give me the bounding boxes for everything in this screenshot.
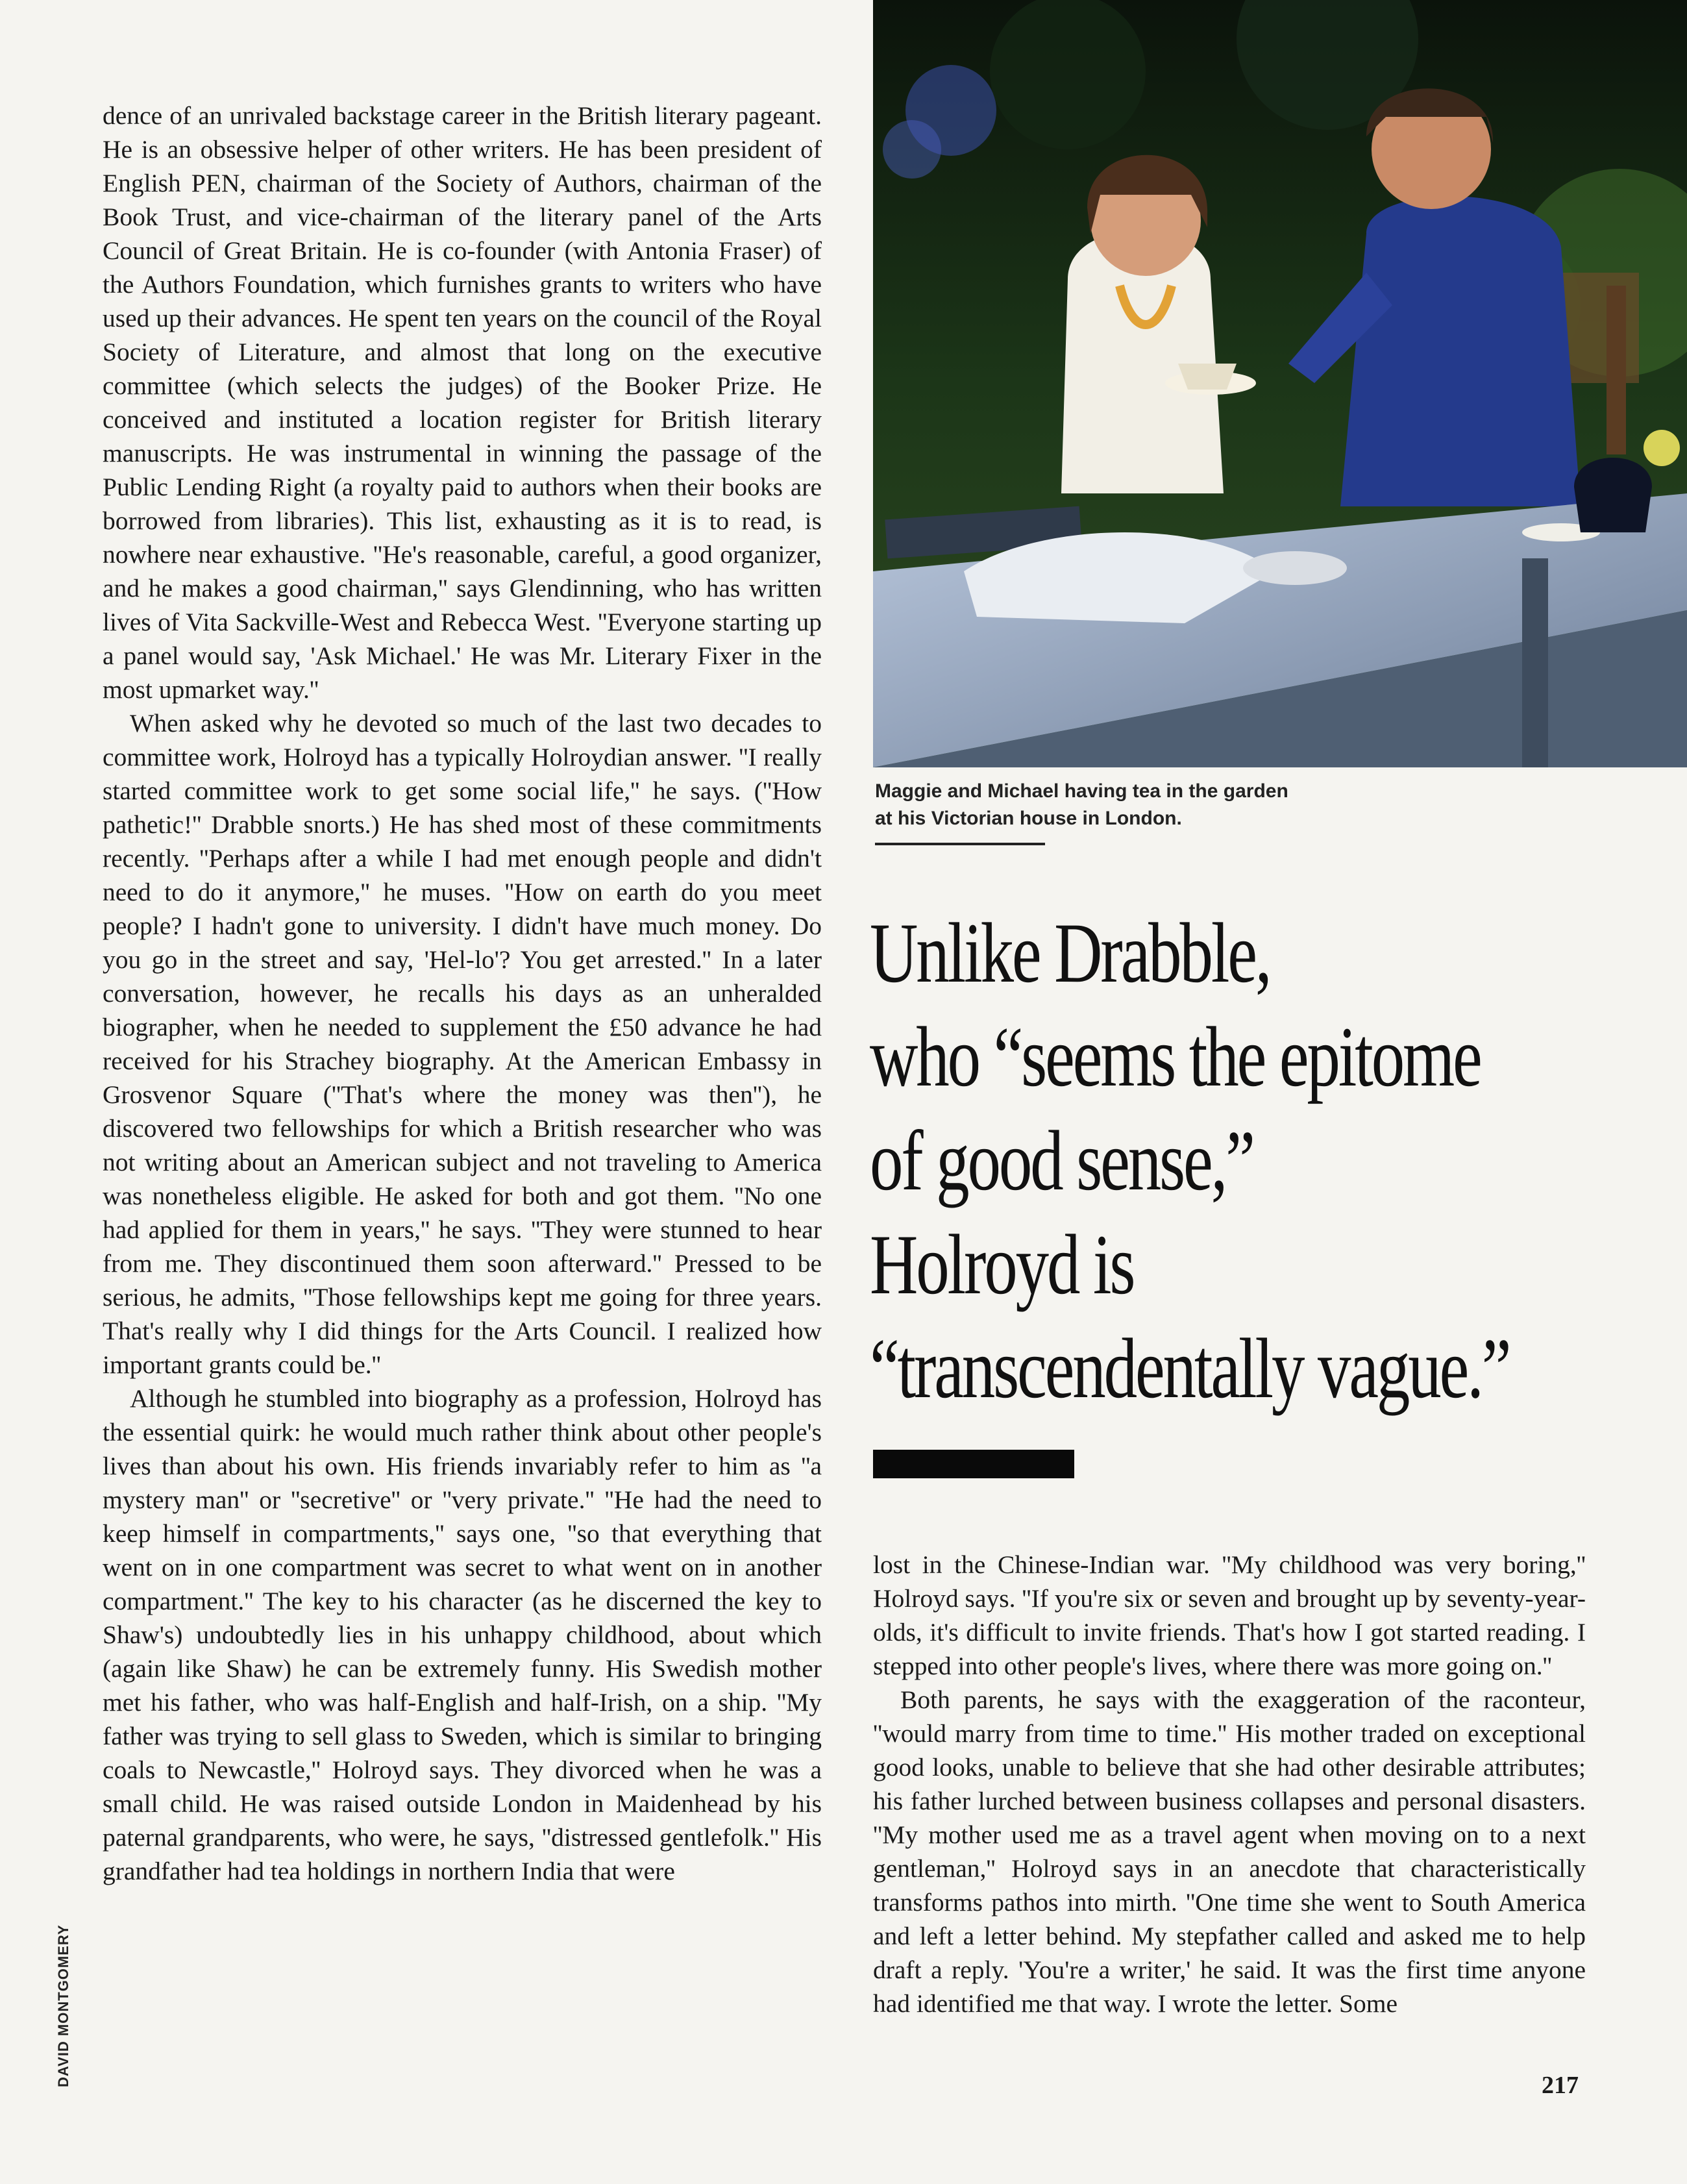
pull-quote-line-2: who “seems the epitome (870, 1009, 1481, 1104)
garden-tea-photo (873, 0, 1687, 767)
body-paragraph: Although he stumbled into biography as a profession, Holroyd has the essential quirk: he would much rather think about other people's lives than about his own. His friends invariably refer to him as ''a mystery man'' or ''secretive'' or ''very private.'' ''He had the need to keep himself in compartments,'' says one, ''so that everything that went on in one compartment was secret to what went on in another compartment.'' The key to his character (as he discerned the key to Shaw's) undoubtedly lies in his unhappy childhood, about which (again like Shaw) he can be extremely funny. His Swedish mother met his father, who was half-English and half-Irish, on a ship. ''My father was trying to sell glass to Sweden, which is similar to bringing coals to Newcastle,'' Holroyd says. They divorced when he was a small child. He was raised outside London in Maidenhead by his paternal grandparents, who were, he says, ''distressed gentlefolk.'' His grandfather had tea holdings in northern India that were (103, 1384, 822, 1885)
body-paragraph: lost in the Chinese-Indian war. ''My childhood was very boring,'' Holroyd says. ''If you're six or seven and brought up by seventy-year-olds, it's difficult to invite friends. That's how I got started reading. I stepped into other people's lives, where there was more going on.'' (873, 1550, 1586, 1680)
caption-line-1: Maggie and Michael having tea in the garden (875, 780, 1288, 802)
caption-line-2: at his Victorian house in London. (875, 808, 1182, 829)
left-text-column (103, 99, 822, 1888)
pull-quote-bar (873, 1450, 1074, 1478)
page-number: 217 (1542, 2072, 1579, 2099)
body-paragraph: dence of an unrivaled backstage career in the British literary pageant. He is an obsessive helper of other writers. He has been president of English PEN, chairman of the Society of Authors, chairman of the Book Trust, and vice-chairman of the literary panel of the Arts Council of Great Britain. He is co-founder (with Antonia Fraser) of the Authors Foundation, which furnishes grants to writers who have used up their advances. He spent ten years on the council of the Royal Society of Literature, and almost that long on the executive committee (which selects the judges) of the Booker Prize. He conceived and instituted a location register for British literary manuscripts. He was instrumental in winning the passage of the Public Lending Right (a royalty paid to authors when their books are borrowed from libraries). This list, exhausting as it is to read, is nowhere near exhaustive. ''He's reasonable, careful, a good organizer, and he makes a good chairman,'' says Glendinning, who has written lives of Vita Sackville-West and Rebecca West. ''Everyone starting up a panel would say, 'Ask Michael.' He was Mr. Literary Fixer in the most upmarket way.'' (103, 101, 822, 704)
caption-rule (875, 843, 1045, 845)
pull-quote-line-3: of good sense,” (870, 1113, 1253, 1208)
body-paragraph: When asked why he devoted so much of the last two decades to committee work, Holroyd has a typically Holroydian answer. ''I really started committee work to get some social life,'' he says. (''How pathetic!'' Drabble snorts.) He has shed most of these commitments recently. ''Perhaps after a while I had met enough people and didn't need to do it anymore,'' he muses. ''How on earth do you meet people? I hadn't gone to university. I didn't have much money. Do you go in the street and say, 'Hel-lo'? You get arrested.'' In a later conversation, however, he recalls his days as an unheralded biographer, when he needed to supplement the £50 advance he had received for his Strachey biography. At the American Embassy in Grosvenor Square (''That's where the money was then''), he discovered two fellowships for which a British researcher who was not writing about an American subject and not traveling to America was nonetheless eligible. He asked for both and got them. ''No one had applied for them in years,'' he says. ''They were stunned to hear from me. They discontinued them soon afterward.'' Pressed to be serious, he admits, ''Those fellowships kept me going for three years. That's really why I did things for the Arts Council. I realized how important grants could be.'' (103, 709, 822, 1379)
photo-credit: DAVID MONTGOMERY (55, 1924, 71, 2087)
pull-quote-line-4: Holroyd is (870, 1217, 1134, 1312)
body-paragraph: Both parents, he says with the exaggeration of the raconteur, ''would marry from time to time.'' His mother traded on exceptional good looks, unable to believe that she had other desirable attributes; his father lurched between business collapses and personal disasters. ''My mother used me as a travel agent when moving on to a next gentleman,'' Holroyd says in an anecdote that characteristically transforms pathos into mirth. ''One time she went to South America and left a letter behind. My stepfather called and asked me to help draft a reply. 'You're a writer,' he said. It was the first time anyone had identified me that way. I wrote the letter. Some (873, 1685, 1586, 2018)
photo-caption (875, 778, 1368, 832)
photo-illustration (873, 0, 1687, 767)
right-text-column (873, 1548, 1586, 2020)
pull-quote (870, 901, 1510, 1421)
pull-quote-line-1: Unlike Drabble, (870, 905, 1270, 1000)
pull-quote-line-5: “transcendentally vague.” (870, 1321, 1510, 1416)
